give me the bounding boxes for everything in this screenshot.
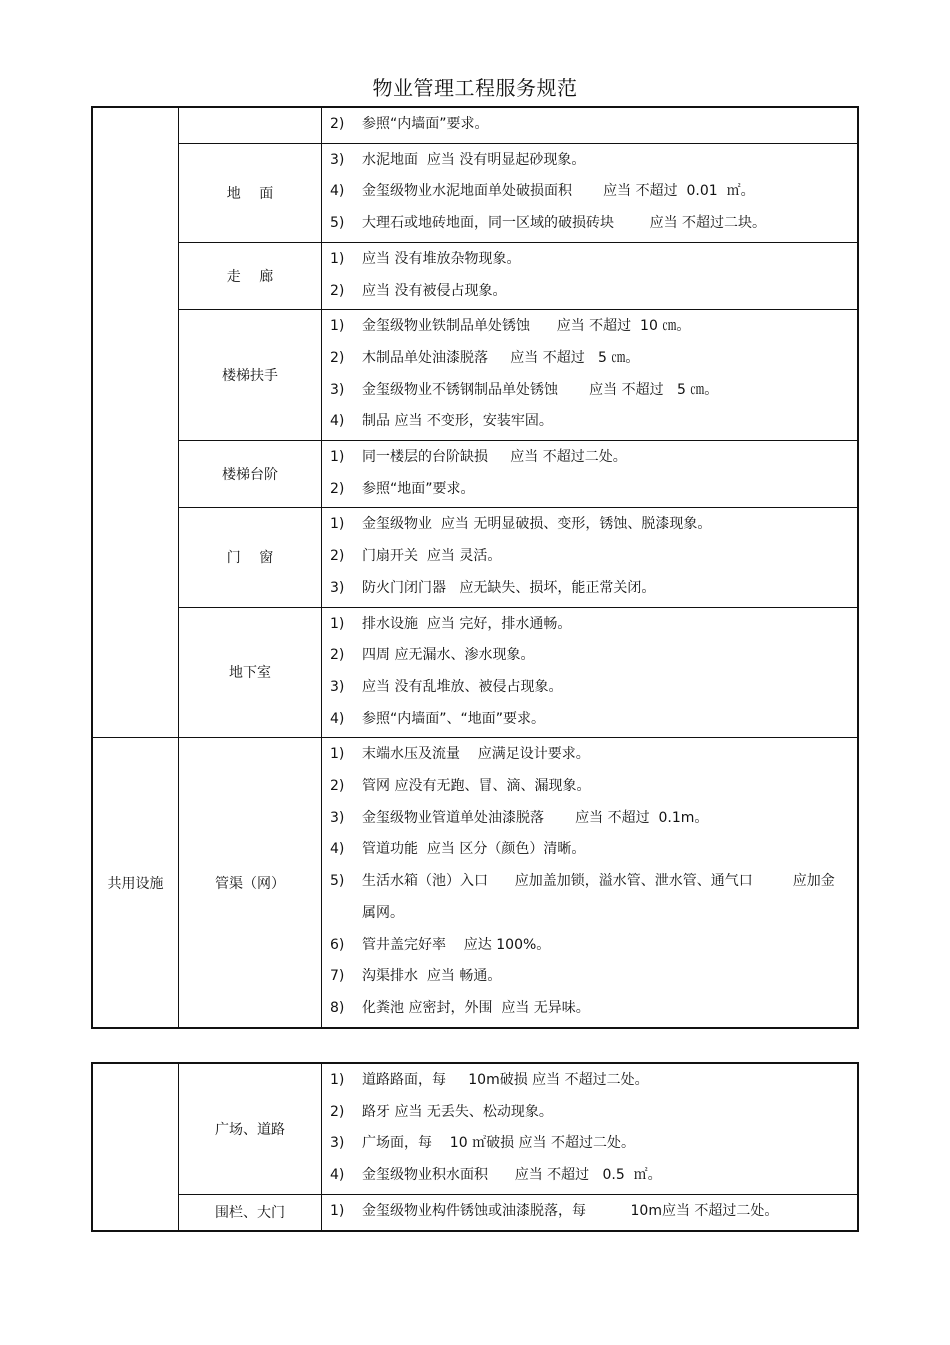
requirement-line [330, 343, 849, 375]
requirement-number: 4) [330, 183, 345, 200]
requirements-cell [322, 107, 859, 143]
requirement-number: 1) [330, 746, 345, 763]
requirements-cell [322, 310, 859, 441]
requirement-line [330, 474, 849, 506]
requirement-number: 1) [330, 1202, 345, 1219]
requirement-text: 金玺级物业积水面积 应当 不超过 0.5 ㎡。 [362, 1167, 662, 1184]
requirement-number: 4) [330, 413, 345, 430]
requirement-text: 末端水压及流量 应满足设计要求。 [362, 746, 590, 763]
item-cell: 楼梯台阶 [179, 441, 322, 508]
requirement-line [330, 609, 849, 641]
requirement-text: 广场面，每 10 ㎡破损 应当 不超过二处。 [362, 1135, 635, 1152]
spec-table-2 [91, 1062, 859, 1232]
requirement-line [330, 244, 849, 276]
requirement-number: 3) [330, 151, 345, 168]
item-cell: 地下室 [179, 607, 322, 738]
category-cell [92, 107, 179, 738]
item-cell: 地 面 [179, 143, 322, 242]
requirement-number: 1) [330, 318, 345, 335]
requirement-text: 应当 没有堆放杂物现象。 [362, 250, 521, 267]
requirement-line [330, 573, 849, 605]
requirements-cell [322, 738, 859, 1028]
requirement-number: 2) [330, 349, 345, 366]
requirement-text: 金玺级物业铁制品单处锈蚀 应当 不超过 10 ㎝。 [362, 318, 691, 335]
requirement-number: 2) [330, 116, 345, 132]
requirement-line [330, 1160, 849, 1192]
requirement-number: 1) [330, 449, 345, 466]
requirement-line [330, 771, 849, 803]
category-cell [92, 1063, 179, 1231]
requirement-number: 3) [330, 381, 345, 398]
requirement-text: 金玺级物业构件锈蚀或油漆脱落，每 10m应当 不超过二处。 [362, 1202, 779, 1219]
requirement-line [330, 442, 849, 474]
requirement-text: 应当 没有乱堆放、被侵占现象。 [362, 678, 563, 695]
requirement-text: 管道功能 应当 区分（颜色）清晰。 [362, 841, 586, 858]
requirement-number: 2) [330, 480, 345, 497]
requirement-line [330, 109, 849, 141]
requirements-cell [322, 143, 859, 242]
requirement-number: 4) [330, 710, 345, 727]
requirement-line [330, 739, 849, 771]
requirement-line [330, 541, 849, 573]
requirement-number: 5) [330, 215, 345, 232]
requirements-cell [322, 1063, 859, 1194]
item-cell: 围栏、大门 [179, 1194, 322, 1230]
item-cell: 门 窗 [179, 508, 322, 607]
requirement-text: 大理石或地砖地面，同一区域的破损砖块 应当 不超过二块。 [362, 215, 767, 232]
requirement-number: 2) [330, 778, 345, 795]
requirement-line [330, 930, 849, 962]
requirement-line [330, 993, 849, 1025]
page-title: 物业管理工程服务规范 [372, 76, 578, 100]
requirement-line [330, 276, 849, 308]
requirement-number: 2) [330, 282, 345, 299]
requirement-number: 1) [330, 615, 345, 632]
requirement-line [330, 672, 849, 704]
requirement-text: 管网 应没有无跑、冒、滴、漏现象。 [362, 778, 591, 795]
requirement-text: 化粪池 应密封，外围 应当 无异味。 [362, 999, 590, 1016]
requirement-line [330, 866, 849, 898]
requirement-number: 1) [330, 1072, 345, 1088]
table-row [92, 508, 858, 607]
table-row [92, 1063, 858, 1194]
requirement-text: 应当 没有被侵占现象。 [362, 282, 507, 299]
requirements-cell [322, 441, 859, 508]
item-cell: 广场、道路 [179, 1063, 322, 1194]
table-row [92, 441, 858, 508]
requirement-number: 4) [330, 841, 345, 858]
requirement-text: 参照“地面”要求。 [362, 480, 475, 497]
requirement-number: 2) [330, 1103, 345, 1120]
spec-table-1 [91, 106, 859, 1029]
requirement-number: 2) [330, 647, 345, 664]
requirement-number: 3) [330, 678, 345, 695]
requirement-number: 3) [330, 1135, 345, 1152]
requirement-number: 3) [330, 809, 345, 826]
requirement-line [330, 145, 849, 177]
requirement-number: 1) [330, 516, 345, 533]
requirement-line [330, 509, 849, 541]
requirement-text: 沟渠排水 应当 畅通。 [362, 968, 502, 985]
requirements-cell [322, 508, 859, 607]
requirement-number: 7) [330, 968, 345, 985]
requirement-line [330, 640, 849, 672]
requirement-number: 1) [330, 250, 345, 267]
requirement-text: 参照“内墙面”、“地面”要求。 [362, 710, 546, 727]
requirement-number: 5) [330, 873, 345, 890]
requirement-text: 金玺级物业 应当 无明显破损、变形，锈蚀、脱漆现象。 [362, 516, 712, 533]
requirement-text: 制品 应当 不变形，安装牢固。 [362, 413, 553, 430]
table-row [92, 242, 858, 309]
requirement-text: 木制品单处油漆脱落 应当 不超过 5 ㎝。 [362, 349, 640, 366]
table-row [92, 143, 858, 242]
item-cell [179, 107, 322, 143]
requirement-text: 门扇开关 应当 灵活。 [362, 548, 502, 565]
requirement-number: 2) [330, 548, 345, 565]
table-row [92, 1194, 858, 1230]
requirement-text: 防火门闭门器 应无缺失、损坏，能正常关闭。 [362, 579, 656, 596]
requirement-text: 金玺级物业管道单处油漆脱落 应当 不超过 0.1m。 [362, 809, 709, 826]
requirement-text: 水泥地面 应当 没有明显起砂现象。 [362, 151, 586, 168]
requirement-text: 金玺级物业水泥地面单处破损面积 应当 不超过 0.01 ㎡。 [362, 183, 755, 200]
requirement-line [330, 961, 849, 993]
requirement-text: 参照“内墙面”要求。 [362, 116, 489, 132]
requirement-line [330, 176, 849, 208]
requirement-line [330, 803, 849, 835]
requirement-text: 同一楼层的台阶缺损 应当 不超过二处。 [362, 449, 627, 466]
requirement-continuation: 属网。 [362, 904, 404, 921]
requirement-number: 3) [330, 579, 345, 596]
requirement-line [330, 834, 849, 866]
requirement-line [330, 1196, 849, 1228]
requirements-cell [322, 607, 859, 738]
requirement-line [330, 406, 849, 438]
requirement-text: 排水设施 应当 完好，排水通畅。 [362, 615, 572, 632]
requirement-number: 4) [330, 1167, 345, 1184]
table-row [92, 310, 858, 441]
requirement-line [330, 208, 849, 240]
requirement-line [330, 1097, 849, 1129]
requirement-text: 路牙 应当 无丢失、松动现象。 [362, 1103, 553, 1120]
requirement-text: 金玺级物业不锈钢制品单处锈蚀 应当 不超过 5 ㎝。 [362, 381, 719, 398]
requirement-line [330, 704, 849, 736]
requirement-line [330, 311, 849, 343]
category-cell: 共用设施 [92, 738, 179, 1028]
table-row [92, 738, 858, 1028]
requirement-line [330, 1128, 849, 1160]
table-row [92, 607, 858, 738]
requirement-text: 道路路面，每 10m破损 应当 不超过二处。 [362, 1072, 649, 1088]
requirements-cell [322, 242, 859, 309]
item-cell: 走 廊 [179, 242, 322, 309]
requirement-number: 8) [330, 999, 345, 1016]
table-row [92, 107, 858, 143]
requirement-line [330, 375, 849, 407]
item-cell: 管渠（网） [179, 738, 322, 1028]
requirement-number: 6) [330, 936, 345, 953]
requirement-text: 管井盖完好率 应达 100%。 [362, 936, 551, 953]
item-cell: 楼梯扶手 [179, 310, 322, 441]
requirement-line [330, 1065, 849, 1097]
requirement-text: 四周 应无漏水、渗水现象。 [362, 647, 535, 664]
requirements-cell [322, 1194, 859, 1230]
requirement-text: 生活水箱（池）入口 应加盖加锁，溢水管、泄水管、通气口 应加金 [362, 873, 835, 890]
